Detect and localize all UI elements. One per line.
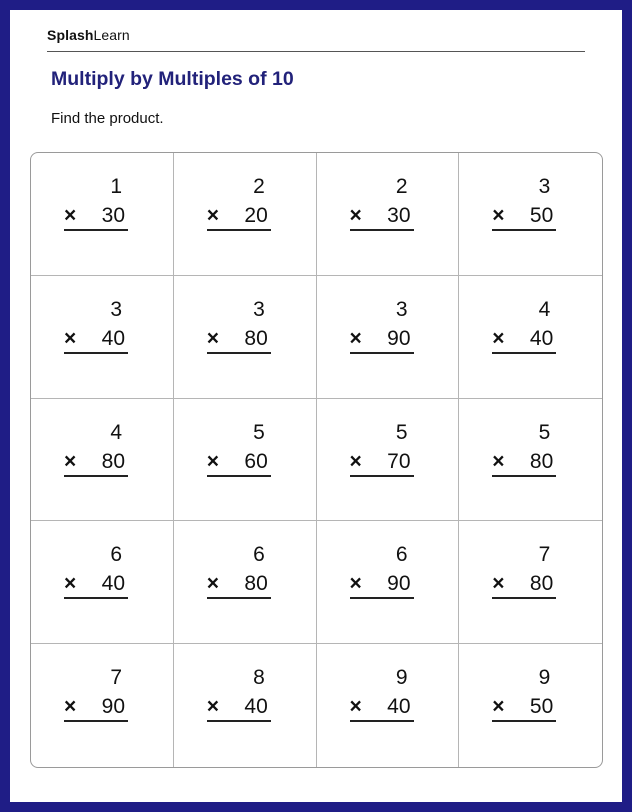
multiplicand: 6	[110, 543, 122, 567]
multiplier: 40	[101, 572, 125, 596]
multiplicand: 4	[110, 420, 122, 444]
problem-cell	[459, 276, 602, 399]
problem-cell	[317, 644, 460, 767]
problem-cell	[31, 521, 174, 644]
times-symbol: ×	[349, 326, 362, 350]
multiplicand: 5	[395, 420, 408, 444]
multiplier: 50	[529, 695, 554, 719]
times-symbol: ×	[64, 326, 77, 350]
multiplier: 80	[101, 449, 125, 473]
multiplicand: 5	[538, 420, 551, 444]
multiplier: 40	[101, 326, 125, 350]
instruction-text: Find the product.	[51, 110, 164, 127]
problem-cell	[317, 399, 460, 522]
multiplier: 90	[387, 326, 411, 350]
times-symbol: ×	[206, 572, 220, 596]
page-title: Multiply by Multiples of 10	[51, 68, 294, 90]
times-symbol: ×	[492, 695, 505, 719]
times-symbol: ×	[349, 695, 362, 719]
worksheet-page	[10, 10, 622, 802]
problem-cell	[459, 399, 602, 522]
problem-cell	[459, 153, 602, 276]
multiplier: 60	[244, 449, 268, 473]
times-symbol: ×	[64, 572, 77, 596]
problem-cell	[317, 276, 460, 399]
times-symbol: ×	[206, 204, 220, 227]
problem-cell	[317, 153, 460, 276]
multiplier: 80	[529, 572, 554, 596]
multiplier: 40	[244, 695, 268, 719]
problem-cell	[31, 276, 174, 399]
multiplier: 30	[101, 204, 125, 227]
multiplicand: 9	[395, 666, 408, 690]
multiplier: 80	[244, 572, 268, 596]
multiplier: 80	[529, 449, 554, 473]
problem-cell	[317, 521, 460, 644]
multiplicand: 3	[110, 297, 122, 321]
times-symbol: ×	[492, 326, 505, 350]
multiplicand: 3	[538, 175, 551, 198]
multiplier: 20	[244, 204, 268, 227]
times-symbol: ×	[349, 449, 362, 473]
problem-cell	[459, 644, 602, 767]
multiplicand: 1	[110, 175, 122, 198]
multiplicand: 6	[253, 543, 265, 567]
multiplicand: 7	[538, 543, 551, 567]
multiplicand: 6	[395, 543, 408, 567]
multiplicand: 9	[538, 666, 551, 690]
multiplicand: 5	[253, 420, 265, 444]
times-symbol: ×	[349, 204, 362, 227]
multiplier: 70	[387, 449, 411, 473]
times-symbol: ×	[492, 449, 505, 473]
times-symbol: ×	[206, 449, 220, 473]
multiplier: 80	[244, 326, 268, 350]
times-symbol: ×	[492, 204, 505, 227]
times-symbol: ×	[349, 572, 362, 596]
multiplicand: 8	[253, 666, 265, 690]
times-symbol: ×	[206, 326, 220, 350]
multiplier: 90	[387, 572, 411, 596]
multiplicand: 2	[253, 175, 265, 198]
problem-cell	[31, 153, 174, 276]
multiplicand: 3	[253, 297, 265, 321]
problem-cell	[174, 399, 317, 522]
times-symbol: ×	[64, 204, 77, 227]
multiplier: 40	[529, 326, 554, 350]
problem-cell	[31, 644, 174, 767]
problem-cell	[174, 153, 317, 276]
multiplicand: 2	[395, 175, 408, 198]
multiplier: 50	[529, 204, 554, 227]
multiplicand: 3	[395, 297, 408, 321]
times-symbol: ×	[492, 572, 505, 596]
problem-cell	[174, 276, 317, 399]
problem-cell	[174, 521, 317, 644]
times-symbol: ×	[64, 695, 77, 719]
problem-grid	[30, 152, 603, 768]
problem-cell	[459, 521, 602, 644]
times-symbol: ×	[64, 449, 77, 473]
header-divider	[47, 51, 585, 52]
times-symbol: ×	[206, 695, 220, 719]
multiplier: 30	[387, 204, 411, 227]
problem-cell	[31, 399, 174, 522]
brand-logo: SplashLearn	[47, 27, 130, 43]
multiplier: 90	[101, 695, 125, 719]
multiplier: 40	[387, 695, 411, 719]
multiplicand: 7	[110, 666, 122, 690]
multiplicand: 4	[538, 297, 551, 321]
problem-cell	[174, 644, 317, 767]
